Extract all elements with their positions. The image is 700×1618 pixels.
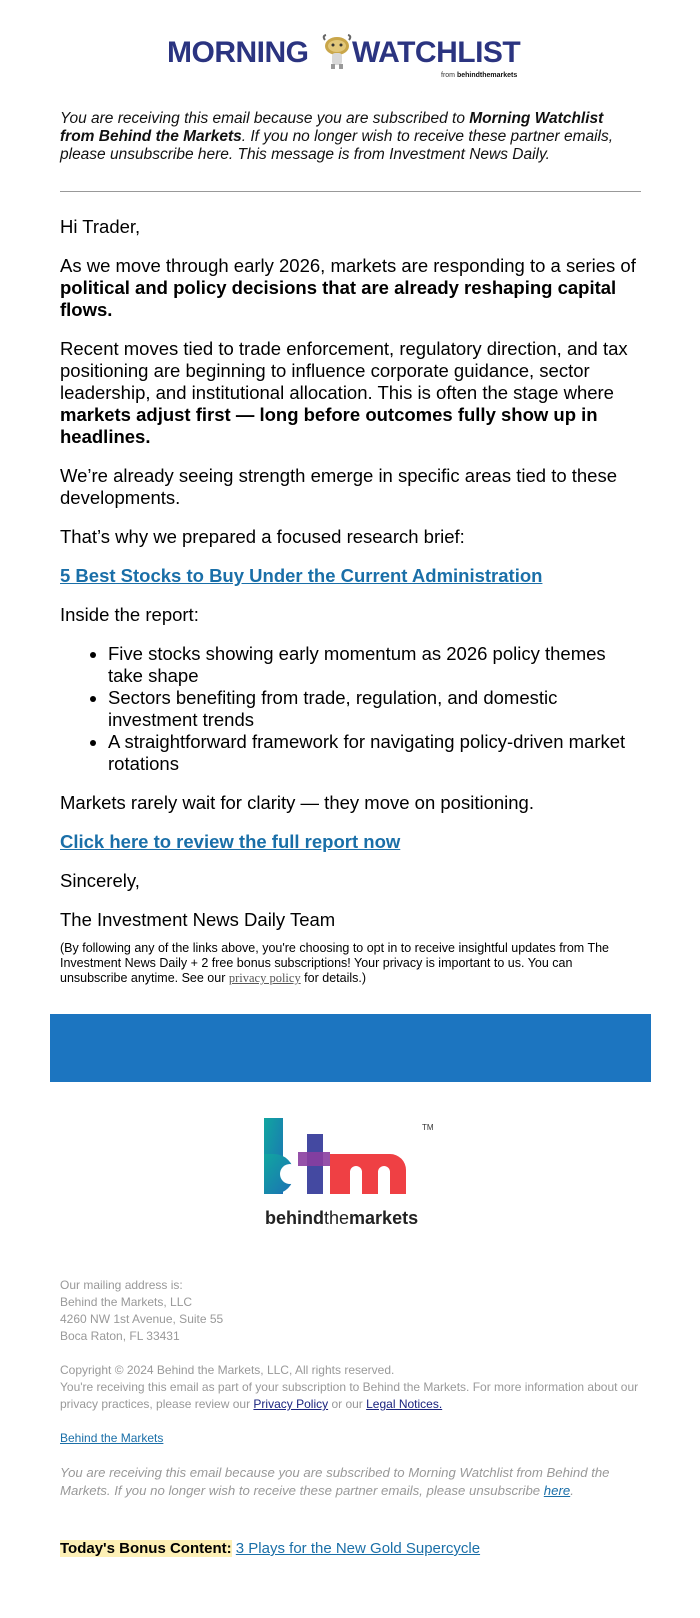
behind-the-markets-link[interactable]: Behind the Markets <box>60 1431 164 1445</box>
legal-notices-link[interactable]: Legal Notices. <box>366 1397 443 1411</box>
partner-unsubscribe-notice: You are receiving this email because you are subscribed to Morning Watchlist from Behind the Markets. If you no longer wish to receive these partner emails, please unsubscribe here. <box>60 1465 610 1498</box>
privacy-policy-link[interactable]: privacy policy <box>228 971 301 985</box>
blue-banner[interactable] <box>50 1014 651 1082</box>
list-item: • Five stocks showing early momentum as 2026 policy themes take shape <box>108 643 645 687</box>
paragraph-2: Recent moves tied to trade enforcement, regulatory direction, and tax positioning are beginning to influence corporate guidance, sector leadership, and institutional allocation. This is often the stage where markets adjust first — long before outcomes fully show up in headlines. <box>60 338 628 447</box>
logo-from-tagline: from behindthemarkets <box>441 72 518 79</box>
trademark-mark: TM <box>422 1123 434 1132</box>
opt-in-disclaimer: (By following any of the links above, you're choosing to opt in to receive insightful updates from The Investment News Daily + 2 free bonus subscriptions! Your privacy is important to us. You can unsubscribe anytime. See our privacy policy for details.) <box>60 941 609 985</box>
report-link[interactable]: 5 Best Stocks to Buy Under the Current Administration <box>60 565 543 586</box>
signature: The Investment News Daily Team <box>60 909 336 930</box>
subscription-notice: You are receiving this email because you are subscribed to Morning Watchlist from Behind the Markets. If you no longer wish to receive these partner emails, please unsubscribe here. This message is from Investment News Daily. <box>60 110 614 163</box>
list-item: • Sectors benefiting from trade, regulation, and domestic investment trends <box>108 687 645 731</box>
unsubscribe-here-link[interactable]: here <box>543 1482 571 1498</box>
notice-brand: Morning Watchlist from Behind the Markets <box>60 110 604 145</box>
letter-body <box>60 216 645 948</box>
paragraph-3: We’re already seeing strength emerge in specific areas tied to these developments. <box>60 465 618 508</box>
cta-link[interactable]: Click here to review the full report now <box>60 831 401 852</box>
logo-word-morning: MORNING <box>167 36 309 69</box>
copyright-block: Copyright © 2024 Behind the Markets, LLC, All rights reserved. You're receiving this email as part of your subscription to Behind the Markets. For more information about our privacy practices, please review our Privacy Policy or our Legal Notices. <box>60 1363 639 1411</box>
paragraph-1: As we move through early 2026, markets are responding to a series of political and policy decisions that are already reshaping capital flows. <box>60 255 636 320</box>
bonus-label: Today's Bonus Content: <box>60 1540 232 1557</box>
closing: Sincerely, <box>60 870 140 891</box>
mailing-address: Our mailing address is: Behind the Markets, LLC 4260 NW 1st Avenue, Suite 55 Boca Raton, FL 33431 <box>60 1278 224 1343</box>
inside-report-label: Inside the report: <box>60 604 199 625</box>
paragraph-5: Markets rarely wait for clarity — they move on positioning. <box>60 792 534 813</box>
bonus-link[interactable]: 3 Plays for the New Gold Supercycle <box>235 1540 481 1557</box>
greeting: Hi Trader, <box>60 216 141 237</box>
btm-wordmark: behindthemarkets <box>265 1208 419 1228</box>
footer-privacy-policy-link[interactable]: Privacy Policy <box>253 1397 329 1411</box>
behind-the-markets-logo[interactable] <box>264 1118 444 1233</box>
bonus-content <box>60 1539 480 1559</box>
email-footer <box>60 1277 650 1516</box>
notice-unsubscribe-link[interactable]: unsubscribe here <box>109 146 229 163</box>
report-bullets <box>60 643 645 775</box>
divider <box>60 191 641 192</box>
logo-word-watchlist: WATCHLIST <box>352 36 521 69</box>
morning-watchlist-logo[interactable] <box>0 32 700 84</box>
bull-mascot-icon <box>320 32 354 70</box>
list-item: • A straightforward framework for navigating policy-driven market rotations <box>108 731 645 775</box>
paragraph-4: That’s why we prepared a focused research brief: <box>60 526 465 547</box>
